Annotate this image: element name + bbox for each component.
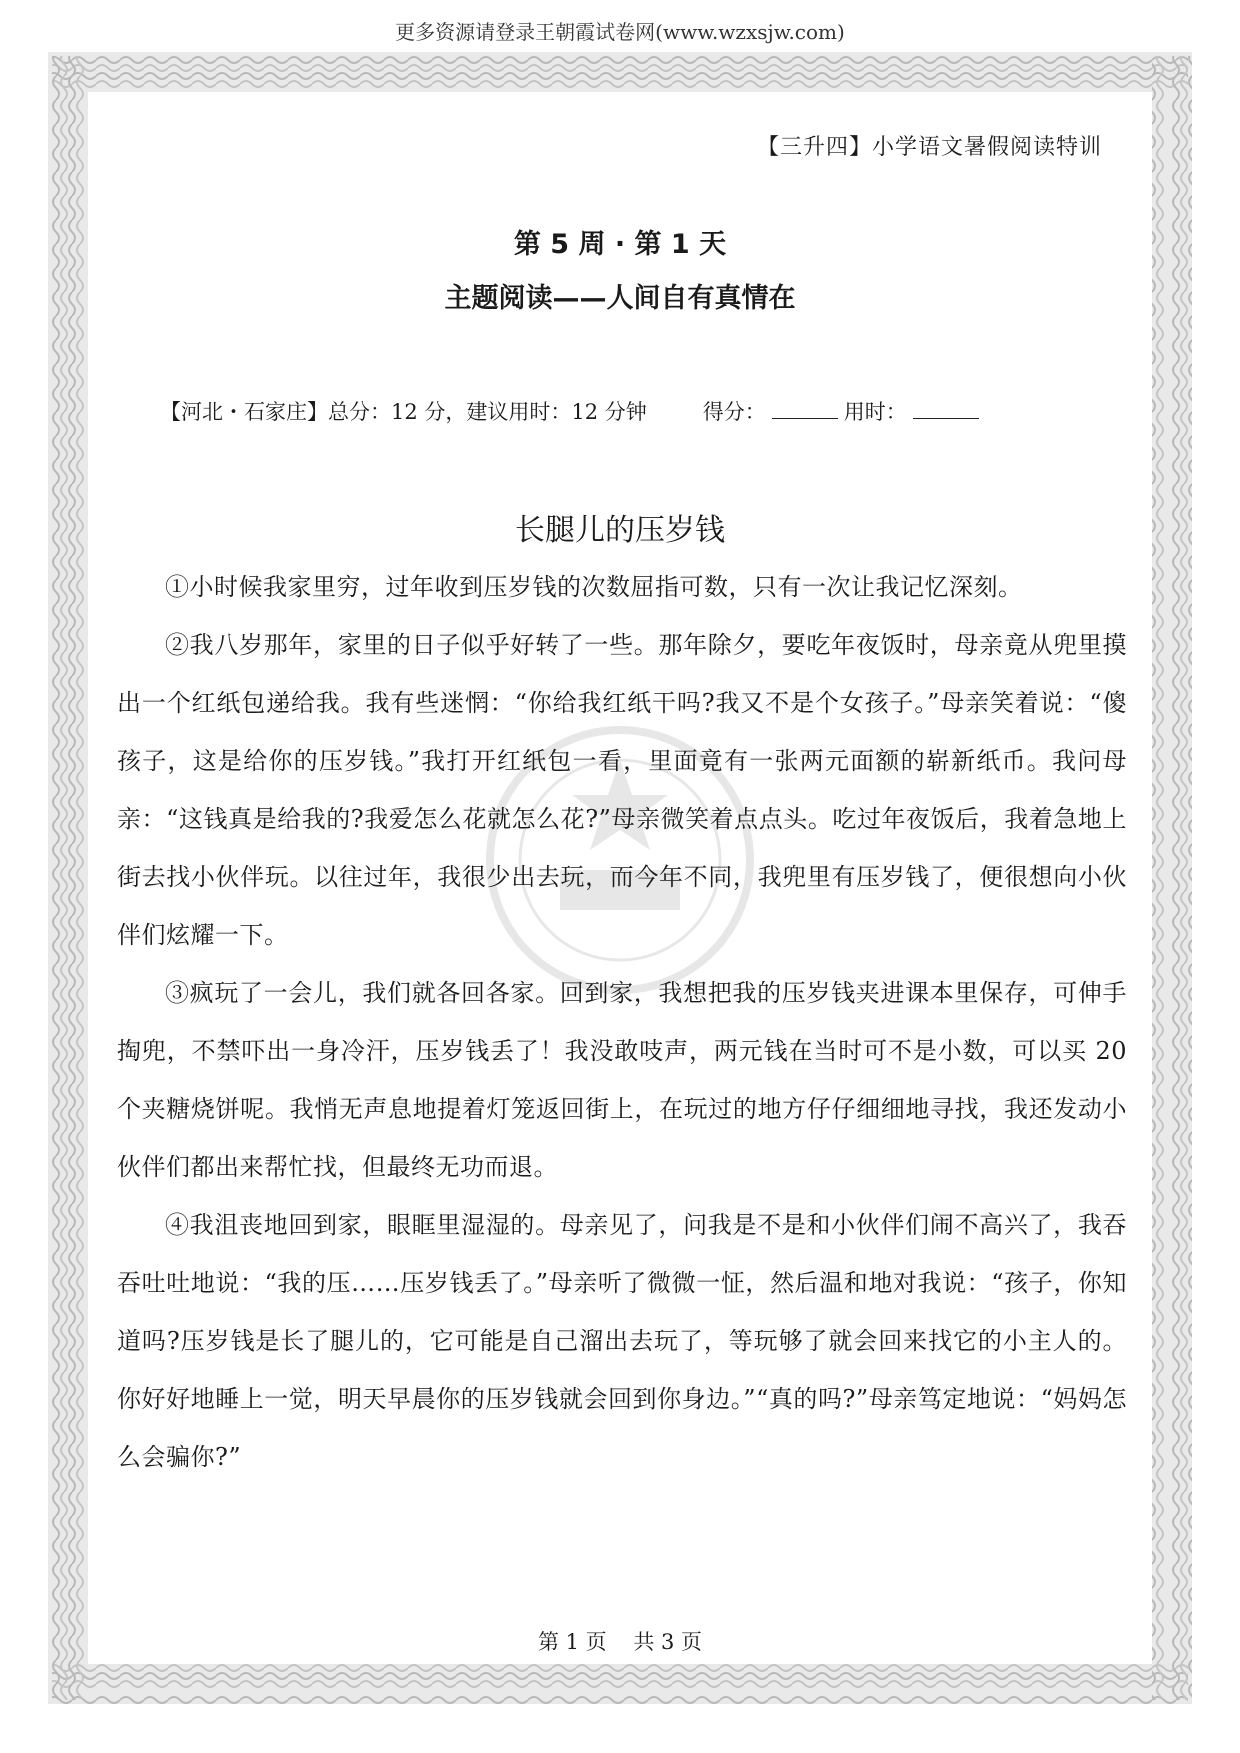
week-day-title: 第 5 周 · 第 1 天 [513, 229, 727, 260]
series-tag: 【三升四】小学语文暑假阅读特训 [756, 135, 1102, 160]
theme-title: 主题阅读——人间自有真情在 [444, 283, 796, 314]
time-blank[interactable] [913, 400, 979, 419]
site-banner: 更多资源请登录王朝霞试卷网(www.wzxsjw.com) [395, 20, 845, 44]
article-title: 长腿儿的压岁钱 [515, 513, 725, 548]
time-label: 用时： [843, 400, 907, 424]
page-number: 第 1 页 共 3 页 [537, 1630, 703, 1654]
exam-meta-line [160, 396, 985, 426]
paragraph-4: ④我沮丧地回到家，眼眶里湿湿的。母亲见了，问我是不是和小伙伴们闹不高兴了，我吞吞吐吐地说：“我的压……压岁钱丢了。”母亲听了微微一怔，然后温和地对我说：“孩子，你知道吗?压岁钱是长了腿儿的，它可能是自己溜出去玩了，等玩够了就会回来找它的小主人的。你好好地睡上一觉，明天早晨你的压岁钱就会回到你身边。”“真的吗?”母亲笃定地说：“妈妈怎么会骗你?” [117, 1211, 1127, 1471]
region-score-time: 【河北・石家庄】总分：12 分，建议用时：12 分钟 [160, 400, 647, 424]
paragraph-1: ①小时候我家里穷，过年收到压岁钱的次数屈指可数，只有一次让我记忆深刻。 [165, 573, 1023, 601]
score-label: 得分： [702, 400, 766, 424]
article-body [117, 558, 1127, 1486]
paragraph-3: ③疯玩了一会儿，我们就各回各家。回到家，我想把我的压岁钱夹进课本里保存，可伸手掏兜，不禁吓出一身冷汗，压岁钱丢了！我没敢吱声，两元钱在当时可不是小数，可以买 20 个夹糖烧饼呢。我悄无声息地提着灯笼返回街上，在玩过的地方仔仔细细地寻找，我还发动小伙伴们都出来帮忙找，但最终无功而退。 [117, 979, 1127, 1181]
paragraph-2: ②我八岁那年，家里的日子似乎好转了一些。那年除夕，要吃年夜饭时，母亲竟从兜里摸出一个红纸包递给我。我有些迷惘：“你给我红纸干吗?我又不是个女孩子。”母亲笑着说：“傻孩子，这是给你的压岁钱。”我打开红纸包一看，里面竟有一张两元面额的崭新纸币。我问母亲：“这钱真是给我的?我爱怎么花就怎么花?”母亲微笑着点点头。吃过年夜饭后，我着急地上街去找小伙伴玩。以往过年，我很少出去玩，而今年不同，我兜里有压岁钱了，便很想向小伙伴们炫耀一下。 [117, 631, 1127, 949]
score-blank[interactable] [772, 400, 838, 419]
